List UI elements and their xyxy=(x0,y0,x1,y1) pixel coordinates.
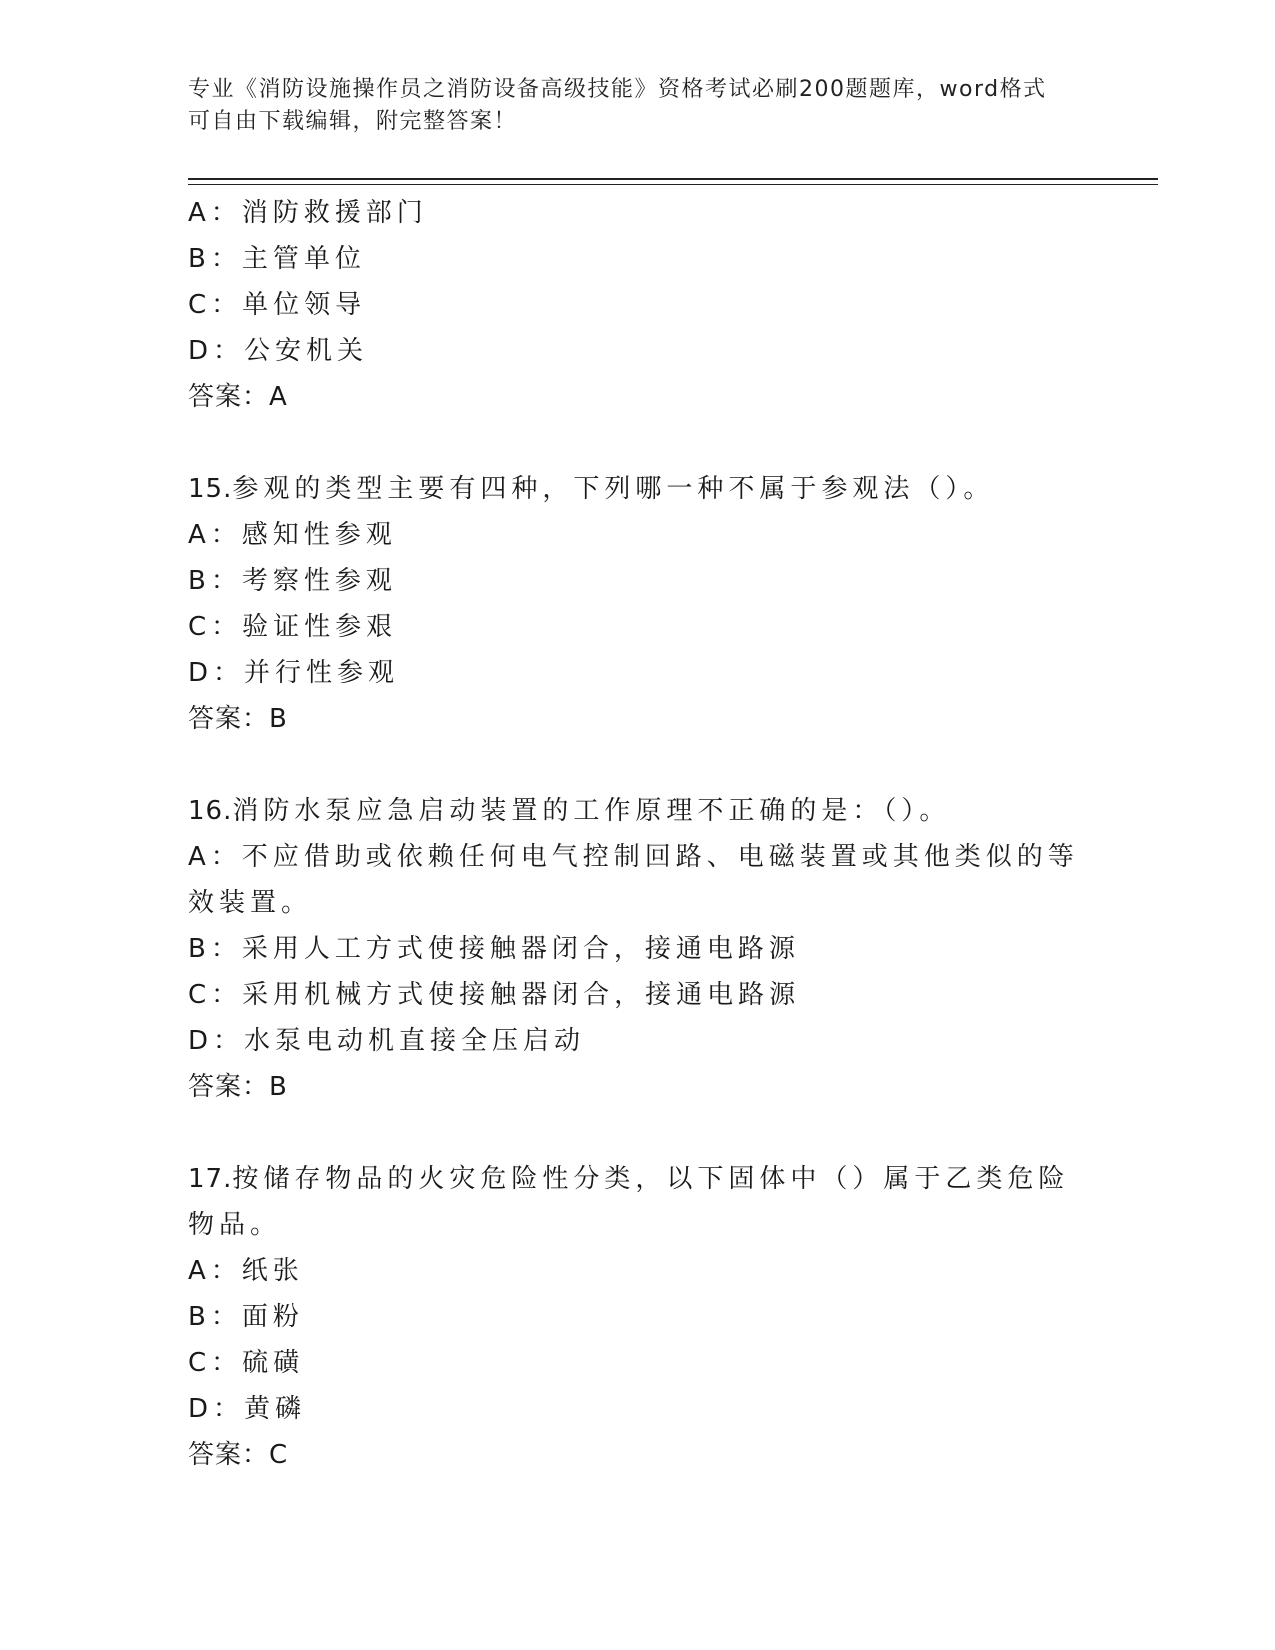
option-a: A：不应借助或依赖任何电气控制回路、电磁装置或其他类似的等效装置。 xyxy=(188,842,1079,918)
answer-line: 答案：B xyxy=(188,704,288,734)
option-d: D：黄磷 xyxy=(188,1394,307,1424)
header-divider-thin xyxy=(188,184,1158,185)
question-number: 16. xyxy=(188,796,233,826)
option-d: D：并行性参观 xyxy=(188,658,400,688)
option-b: B：采用人工方式使接触器闭合，接通电路源 xyxy=(188,934,800,964)
option-c: C：单位领导 xyxy=(188,290,367,320)
question-text: 按储存物品的火灾危险性分类，以下固体中（）属于乙类危险物品。 xyxy=(188,1164,1070,1240)
header-divider-thick xyxy=(188,178,1158,180)
question-stem xyxy=(188,788,1088,834)
option-d: D：水泵电动机直接全压启动 xyxy=(188,1026,586,1056)
question-stem xyxy=(188,1156,1088,1248)
question-text: 消防水泵应急启动装置的工作原理不正确的是：（）。 xyxy=(232,796,951,826)
answer-line: 答案：B xyxy=(188,1072,288,1102)
question-number: 17. xyxy=(188,1164,233,1194)
option-b: B：考察性参观 xyxy=(188,566,397,596)
option-c: C：验证性参艰 xyxy=(188,612,398,642)
option-b: B：主管单位 xyxy=(188,244,366,274)
document-header: 专业《消防设施操作员之消防设备高级技能》资格考试必刷200题题库，word格式可自由下载编辑，附完整答案！ xyxy=(188,77,1047,134)
answer-line: 答案：C xyxy=(188,1440,289,1470)
option-a: A：纸张 xyxy=(188,1256,304,1286)
option-a: A：消防救援部门 xyxy=(188,198,428,228)
question-content xyxy=(188,190,1088,1478)
option-b: B：面粉 xyxy=(188,1302,304,1332)
question-text: 参观的类型主要有四种，下列哪一种不属于参观法（）。 xyxy=(232,474,995,504)
question-number: 15. xyxy=(188,474,233,504)
answer-line: 答案：A xyxy=(188,382,288,412)
option-d: D：公安机关 xyxy=(188,336,369,366)
option-c: C：采用机械方式使接触器闭合，接通电路源 xyxy=(188,980,801,1010)
question-stem xyxy=(188,466,1088,512)
option-a: A：感知性参观 xyxy=(188,520,397,550)
option-c: C：硫磺 xyxy=(188,1348,305,1378)
